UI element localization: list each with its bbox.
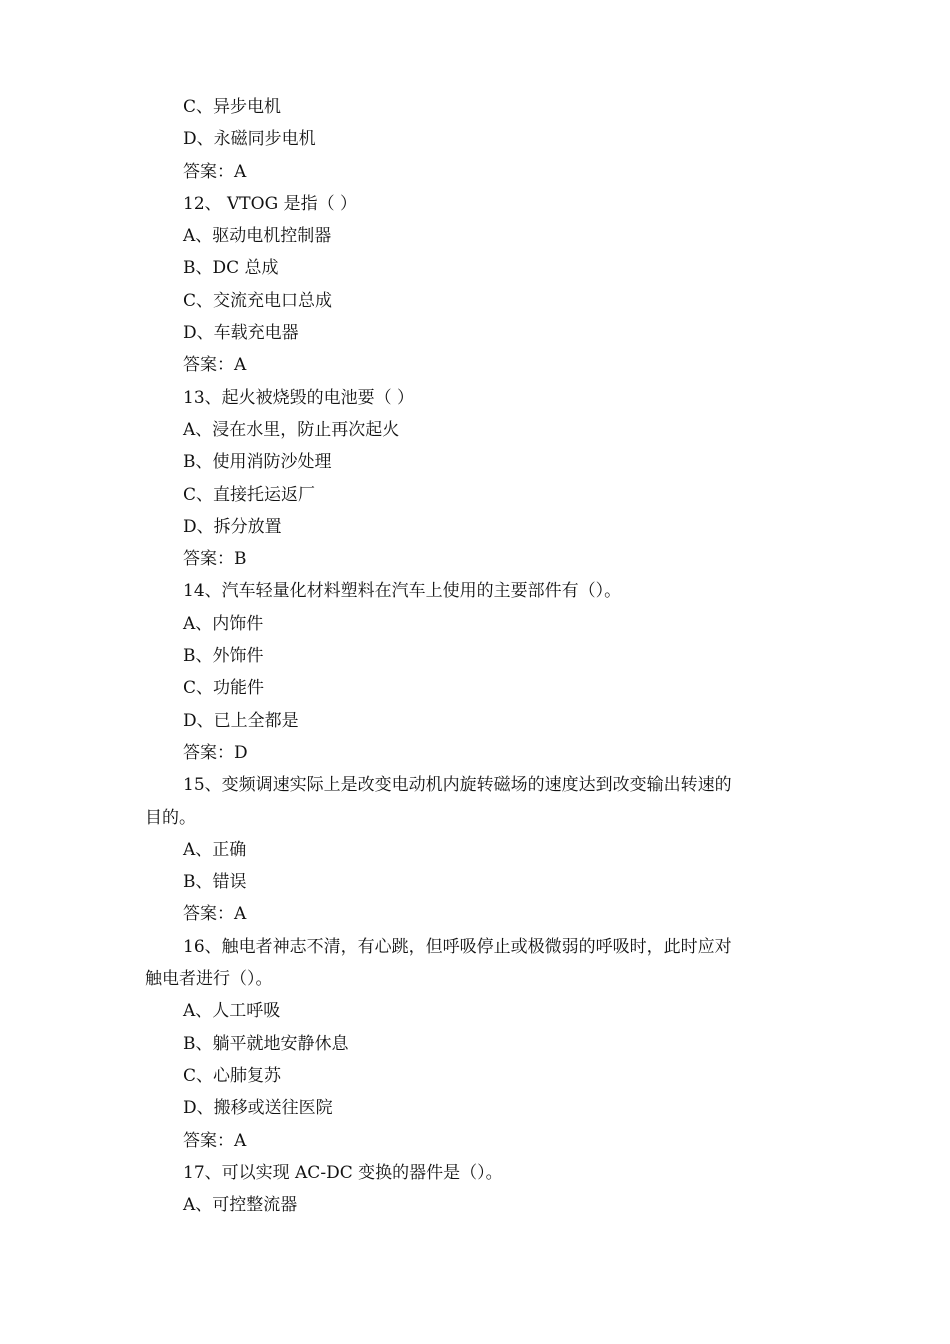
option-line: D、永磁同步电机 [183, 129, 316, 150]
answer-line: 答案：B [183, 549, 247, 570]
option-line: A、内饰件 [183, 613, 264, 634]
question-line: 12、 VTOG 是指（ ） [183, 193, 357, 214]
option-line: A、浸在水里，防止再次起火 [183, 419, 400, 440]
question-line-continued: 触电者进行（）。 [145, 969, 273, 990]
option-line: D、车载充电器 [183, 323, 299, 344]
answer-line: 答案：A [183, 161, 247, 182]
option-line: B、外饰件 [183, 646, 264, 667]
option-line: C、功能件 [183, 678, 265, 699]
question-line: 17、可以实现 AC-DC 变换的器件是（）。 [183, 1162, 503, 1183]
option-line: A、正确 [183, 839, 247, 860]
option-line: C、交流充电口总成 [183, 290, 333, 311]
option-line: A、驱动电机控制器 [183, 226, 332, 247]
question-line: 16、触电者神志不清，有心跳，但呼吸停止或极微弱的呼吸时，此时应对 [183, 936, 732, 957]
option-line: B、错误 [183, 872, 247, 893]
option-line: B、DC 总成 [183, 258, 279, 279]
question-line-continued: 目的。 [145, 807, 196, 828]
option-line: C、心肺复苏 [183, 1065, 282, 1086]
answer-line: 答案：A [183, 355, 247, 376]
answer-line: 答案：A [183, 1130, 247, 1151]
option-line: C、异步电机 [183, 97, 282, 117]
question-line: 13、起火被烧毁的电池要（ ） [183, 387, 415, 408]
option-line: D、拆分放置 [183, 516, 282, 537]
option-line: A、可控整流器 [183, 1195, 298, 1216]
question-list [145, 91, 805, 1221]
option-line: B、躺平就地安静休息 [183, 1033, 349, 1054]
option-line: D、搬移或送往医院 [183, 1098, 333, 1119]
option-line: A、人工呼吸 [183, 1001, 281, 1022]
option-line: B、使用消防沙处理 [183, 452, 332, 473]
question-line: 15、变频调速实际上是改变电动机内旋转磁场的速度达到改变输出转速的 [183, 775, 732, 796]
option-line: C、直接托运返厂 [183, 484, 316, 505]
answer-line: 答案：A [183, 904, 247, 925]
option-line: D、已上全都是 [183, 710, 299, 731]
question-line: 14、汽车轻量化材料塑料在汽车上使用的主要部件有（）。 [183, 581, 622, 602]
answer-line: 答案：D [183, 742, 248, 763]
